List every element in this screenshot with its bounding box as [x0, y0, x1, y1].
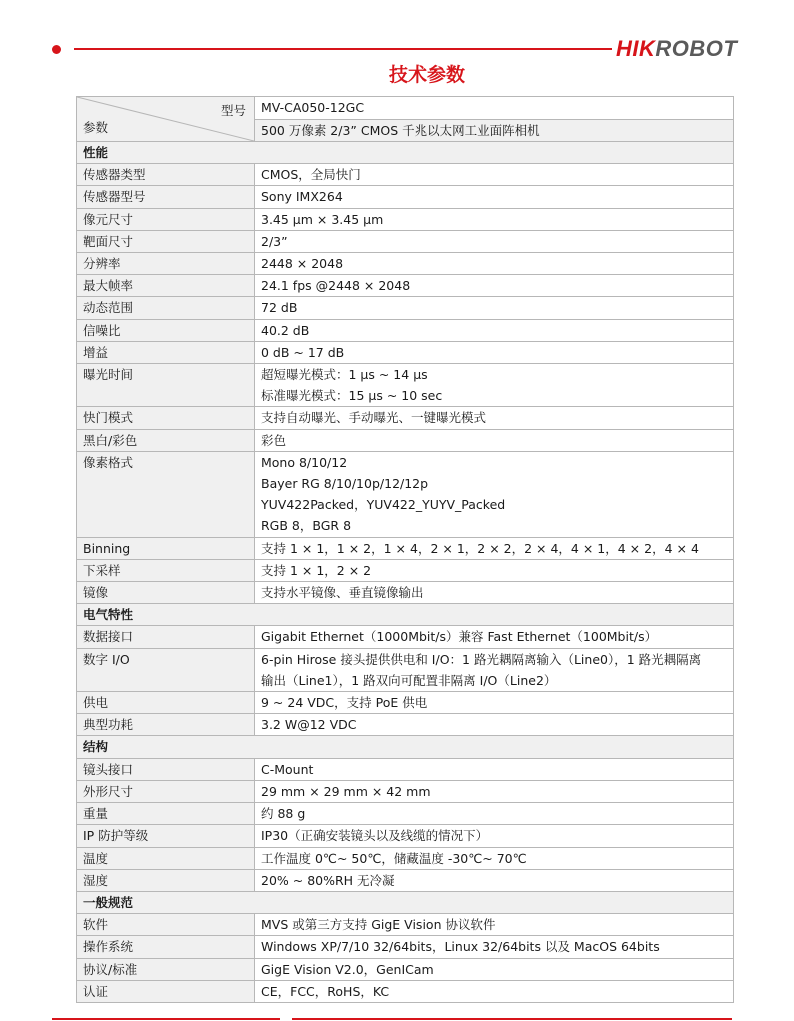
spec-value-line: 工作温度 0℃~ 50℃，储藏温度 -30℃~ 70℃ [261, 850, 527, 866]
spec-value [255, 208, 734, 230]
spec-value-line: MVS 或第三方支持 GigE Vision 协议软件 [261, 917, 496, 933]
spec-value-line: 3.2 W@12 VDC [261, 717, 357, 733]
spec-value-line: 超短曝光模式：1 μs ~ 14 μs [261, 367, 428, 383]
spec-value-line: Gigabit Ethernet（1000Mbit/s）兼容 Fast Ethernet（100Mbit/s） [261, 629, 658, 645]
spec-value-line: Bayer RG 8/10/10p/12/12p [261, 476, 429, 492]
spec-label: 分辨率 [77, 253, 255, 275]
spec-value [255, 692, 734, 714]
spec-label: 下采样 [77, 559, 255, 581]
section-title: 电气特性 [77, 604, 734, 626]
spec-label: 数据接口 [77, 626, 255, 648]
spec-row [77, 936, 734, 958]
spec-label: 黑白/彩色 [77, 429, 255, 451]
spec-row [77, 869, 734, 891]
spec-value-line: 0 dB ~ 17 dB [261, 344, 345, 360]
spec-row [77, 714, 734, 736]
spec-value-line: 彩色 [261, 432, 287, 448]
spec-row [77, 692, 734, 714]
spec-label: 数字 I/O [77, 648, 255, 691]
spec-label: 协议/标准 [77, 958, 255, 980]
spec-row [77, 582, 734, 604]
param-label: 参数 [83, 119, 109, 135]
spec-value [255, 626, 734, 648]
spec-row [77, 451, 734, 537]
spec-label: 曝光时间 [77, 364, 255, 407]
spec-value-line: IP30（正确安装镜头以及线缆的情况下） [261, 828, 489, 844]
spec-label: 像元尺寸 [77, 208, 255, 230]
spec-value-line: 标准曝光模式：15 μs ~ 10 sec [261, 388, 443, 404]
spec-value [255, 825, 734, 847]
spec-row [77, 164, 734, 186]
spec-value-line: 约 88 g [261, 806, 306, 822]
spec-label: 温度 [77, 847, 255, 869]
spec-value [255, 429, 734, 451]
spec-value [255, 714, 734, 736]
footer-rule-right [292, 1018, 732, 1020]
spec-row [77, 341, 734, 363]
spec-row [77, 537, 734, 559]
section-row [77, 891, 734, 913]
spec-label: 重量 [77, 803, 255, 825]
spec-value [255, 451, 734, 537]
spec-value [255, 559, 734, 581]
section-title: 结构 [77, 736, 734, 758]
spec-label: 增益 [77, 341, 255, 363]
spec-value-line: 支持水平镜像、垂直镜像输出 [261, 585, 424, 601]
spec-value-line: 3.45 μm × 3.45 μm [261, 211, 384, 227]
spec-row [77, 253, 734, 275]
spec-value-line: 支持自动曝光、手动曝光、一键曝光模式 [261, 410, 487, 426]
spec-row [77, 275, 734, 297]
spec-value [255, 319, 734, 341]
spec-row [77, 208, 734, 230]
spec-row [77, 958, 734, 980]
spec-value [255, 230, 734, 252]
spec-value-line: RGB 8，BGR 8 [261, 518, 352, 534]
spec-value [255, 582, 734, 604]
model-description: 500 万像素 2/3” CMOS 千兆以太网工业面阵相机 [255, 119, 734, 142]
spec-label: 传感器类型 [77, 164, 255, 186]
spec-value-line: CE，FCC，RoHS，KC [261, 983, 390, 999]
section-row [77, 604, 734, 626]
spec-table [76, 96, 734, 1003]
spec-row [77, 648, 734, 691]
section-row [77, 736, 734, 758]
spec-label: 快门模式 [77, 407, 255, 429]
spec-row [77, 847, 734, 869]
spec-value-line: Mono 8/10/12 [261, 454, 348, 470]
page-title: 技术参数 [388, 64, 465, 86]
spec-value-line: 72 dB [261, 300, 298, 316]
model-value: MV-CA050-12GC [255, 97, 734, 120]
spec-row [77, 364, 734, 407]
spec-label: 信噪比 [77, 319, 255, 341]
spec-value-line: CMOS，全局快门 [261, 167, 361, 183]
spec-value-line: Sony IMX264 [261, 189, 343, 205]
spec-value-line: Windows XP/7/10 32/64bits，Linux 32/64bits 以及 MacOS 64bits [261, 939, 660, 955]
spec-value-line: C-Mount [261, 761, 314, 777]
spec-row [77, 780, 734, 802]
spec-row [77, 297, 734, 319]
header-diagonal-cell [77, 97, 255, 142]
spec-row [77, 980, 734, 1002]
spec-row [77, 758, 734, 780]
spec-value [255, 847, 734, 869]
spec-label: 最大帧率 [77, 275, 255, 297]
spec-row [77, 407, 734, 429]
spec-value [255, 186, 734, 208]
spec-value [255, 297, 734, 319]
spec-value [255, 936, 734, 958]
spec-value [255, 758, 734, 780]
spec-label: 传感器型号 [77, 186, 255, 208]
spec-label: 软件 [77, 914, 255, 936]
spec-label: 动态范围 [77, 297, 255, 319]
spec-row [77, 186, 734, 208]
spec-value-line: 20% ~ 80%RH 无冷凝 [261, 872, 395, 888]
spec-label: 像素格式 [77, 451, 255, 537]
spec-label: Binning [77, 537, 255, 559]
header-rule [74, 48, 612, 50]
spec-value [255, 364, 734, 407]
spec-value-line: 2/3” [261, 233, 288, 249]
spec-value [255, 980, 734, 1002]
spec-value [255, 407, 734, 429]
spec-value [255, 537, 734, 559]
spec-value [255, 275, 734, 297]
spec-row [77, 319, 734, 341]
spec-value [255, 341, 734, 363]
spec-row [77, 825, 734, 847]
spec-value [255, 869, 734, 891]
spec-row [77, 626, 734, 648]
spec-value-line: 24.1 fps @2448 × 2048 [261, 278, 411, 294]
model-label: 型号 [220, 103, 246, 118]
spec-value [255, 914, 734, 936]
spec-value [255, 648, 734, 691]
spec-row [77, 559, 734, 581]
spec-row [77, 803, 734, 825]
spec-value-line: YUV422Packed，YUV422_YUYV_Packed [261, 497, 506, 513]
spec-label: 靶面尺寸 [77, 230, 255, 252]
spec-row [77, 914, 734, 936]
spec-label: 操作系统 [77, 936, 255, 958]
spec-value-line: 40.2 dB [261, 322, 310, 338]
spec-label: 认证 [77, 980, 255, 1002]
spec-value-line: 支持 1 × 1，1 × 2，1 × 4，2 × 1，2 × 2，2 × 4，4 × 1，4 × 2，4 × 4 [261, 540, 699, 556]
spec-value [255, 958, 734, 980]
spec-value [255, 780, 734, 802]
spec-label: IP 防护等级 [77, 825, 255, 847]
spec-value [255, 164, 734, 186]
spec-value-line: 2448 × 2048 [261, 256, 344, 272]
spec-label: 外形尺寸 [77, 780, 255, 802]
hikrobot-logo: HIKROBOT [616, 36, 738, 61]
spec-value-line: 支持 1 × 1，2 × 2 [261, 562, 372, 578]
spec-row [77, 230, 734, 252]
section-row [77, 142, 734, 164]
spec-value-line: 输出（Line1），1 路双向可配置非隔离 I/O（Line2） [261, 672, 557, 688]
spec-label: 镜头接口 [77, 758, 255, 780]
spec-value-line: 29 mm × 29 mm × 42 mm [261, 783, 431, 799]
section-title: 性能 [77, 142, 734, 164]
header-row [77, 97, 734, 120]
spec-value [255, 253, 734, 275]
spec-label: 典型功耗 [77, 714, 255, 736]
footer-rule-left [52, 1018, 280, 1020]
header-accent-dot [52, 45, 61, 54]
spec-value [255, 803, 734, 825]
spec-label: 供电 [77, 692, 255, 714]
spec-label: 湿度 [77, 869, 255, 891]
spec-value-line: GigE Vision V2.0，GenICam [261, 961, 434, 977]
section-title: 一般规范 [77, 891, 734, 913]
spec-value-line: 9 ~ 24 VDC，支持 PoE 供电 [261, 695, 428, 711]
spec-row [77, 429, 734, 451]
spec-value-line: 6-pin Hirose 接头提供供电和 I/O：1 路光耦隔离输入（Line0），1 路光耦隔离 [261, 651, 702, 667]
spec-label: 镜像 [77, 582, 255, 604]
